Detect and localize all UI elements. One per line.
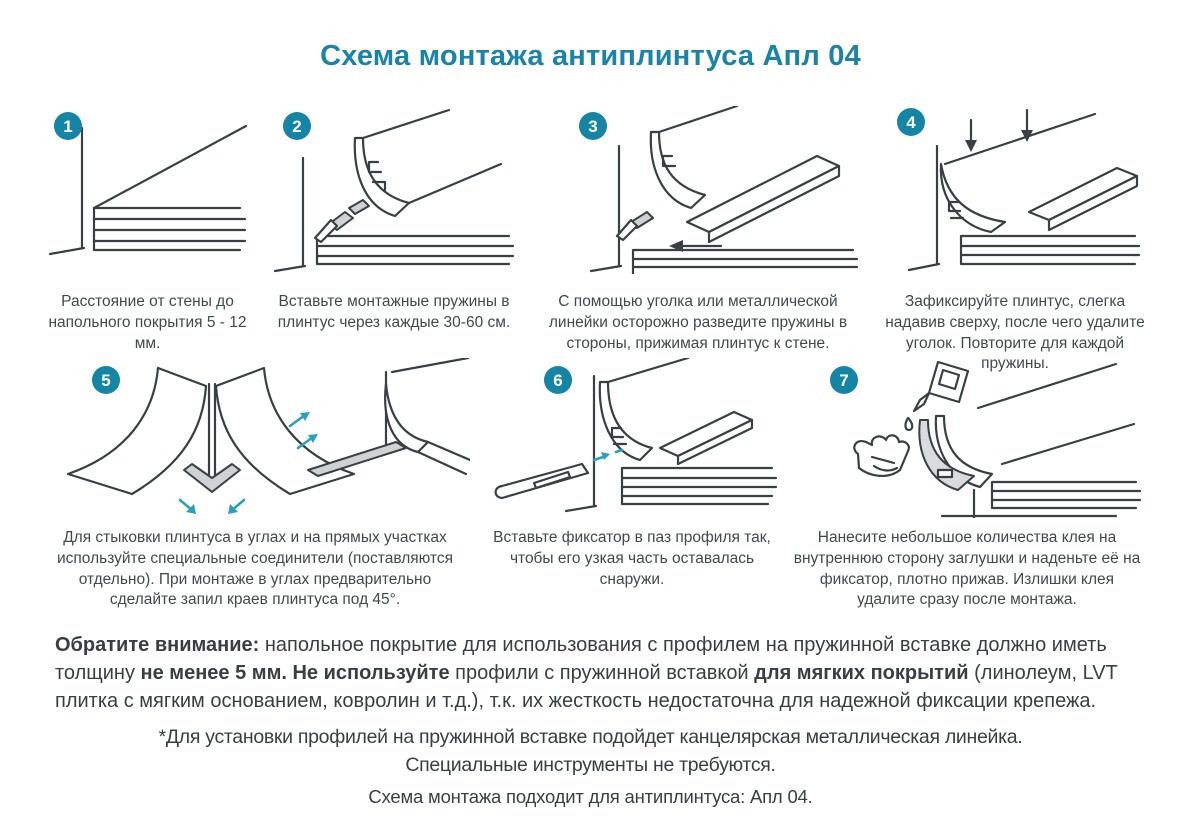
step-card-2 — [269, 106, 519, 334]
floor-covering-layers — [94, 208, 245, 250]
step5-figure — [40, 358, 470, 518]
corner-connector — [184, 464, 240, 492]
step-number-badge: 7 — [830, 366, 858, 394]
step-card-6 — [482, 358, 782, 590]
plinth-piece-right — [216, 368, 354, 494]
floor-covering-layers — [961, 236, 1139, 264]
step-caption: Зафиксируйте плинтус, слегка надавив сверху, после чего удалите уголок. Повторите для каждой пружины. — [885, 293, 1145, 373]
floor-base-line — [50, 248, 84, 254]
groove-mark — [616, 450, 622, 452]
compatibility-line: Схема монтажа подходит для антиплинтуса: Апл 04. — [368, 786, 813, 807]
step-card-4 — [879, 106, 1151, 375]
plinth-profile — [651, 132, 705, 208]
step3-figure — [533, 106, 863, 274]
spring-tip — [315, 220, 337, 242]
tools-footnote — [0, 724, 1181, 779]
steps-row-2 — [40, 358, 1148, 611]
end-cap-detail — [938, 470, 952, 477]
glue-bottle-nozzle — [914, 393, 929, 411]
step2-figure — [269, 106, 519, 274]
plinth-profile — [600, 382, 652, 460]
step-card-1 — [40, 106, 255, 354]
metal-ruler-top — [687, 156, 839, 232]
step-caption: Вставьте монтажные пружины в плинтус через каждые 30-60 см. — [277, 293, 511, 331]
step-number-badge: 6 — [544, 366, 572, 394]
floor-surface-diagonal — [94, 126, 246, 208]
footnote-line-2: Специальные инструменты не требуются. — [405, 753, 776, 776]
floor-covering-layers — [622, 468, 776, 504]
step-card-7 — [786, 358, 1148, 611]
footnote-line-1: *Для установки профилей на пружинной вставке подойдет канцелярская металлическая линейка. — [158, 726, 1023, 748]
step1-figure — [40, 106, 255, 274]
step7-figure — [786, 358, 1148, 518]
step-caption: С помощью уголка или металлической линейки осторожно разведите пружины в стороны, прижимая плинтус к стене. — [548, 293, 848, 352]
floor-covering-layers — [992, 482, 1140, 508]
plinth-profile-right — [385, 384, 428, 452]
step-card-5 — [40, 358, 470, 611]
step-caption: Нанесите небольшое количества клея на внутреннюю сторону заглушки и наденьте её на фиксатор, плотно прижав. Излишки клея удалите сразу после монтажа. — [793, 529, 1141, 609]
step4-figure — [879, 106, 1151, 274]
step-caption: Для стыковки плинтуса в углах и на прямых участках используйте специальные соединители (поставляются отдельно). При монтаже в углах предварительно сделайте запил краев плинтуса под 45°. — [57, 529, 453, 609]
step-number-badge: 5 — [92, 366, 120, 394]
step-number-badge: 3 — [579, 112, 607, 140]
mounting-spring — [349, 200, 369, 214]
floor-covering-layers — [633, 250, 857, 274]
page-title: Схема монтажа антиплинтуса Апл 04 — [320, 40, 861, 72]
step-caption: Расстояние от стены до напольного покрытия 5 - 12 мм. — [48, 293, 247, 352]
step-number-badge: 2 — [283, 112, 311, 140]
fixator-insertion-icon — [482, 358, 782, 518]
plinth-profile — [941, 164, 1005, 232]
step-caption: Вставьте фиксатор в паз профиля так, чтобы его узкая часть оставалась снаружи. — [493, 529, 771, 588]
plinth-piece-left — [68, 368, 206, 494]
press-down-arrowhead — [965, 140, 977, 152]
attention-paragraph: Обратите внимание: напольное покрытие для использования с профилем на пружинной вставке должно иметь толщину не менее 5 мм. Не используйте профили с пружинной вставкой для мягких покрытий (линолеум, LVT плитка с мягким основанием, ковролин и т.д.), т.к. их жесткость недостаточна для надежной фиксации крепежа. — [55, 634, 1118, 712]
step-card-3 — [533, 106, 863, 354]
step-number-badge: 1 — [54, 112, 82, 140]
floor-covering-layers — [317, 236, 513, 264]
steps-row-1 — [40, 106, 1151, 375]
step6-figure — [482, 358, 782, 518]
attention-lead: Обратите внимание: — [55, 634, 260, 656]
step-number-badge: 4 — [897, 108, 925, 136]
corner-seam — [209, 384, 215, 476]
glue-drop — [905, 418, 912, 430]
